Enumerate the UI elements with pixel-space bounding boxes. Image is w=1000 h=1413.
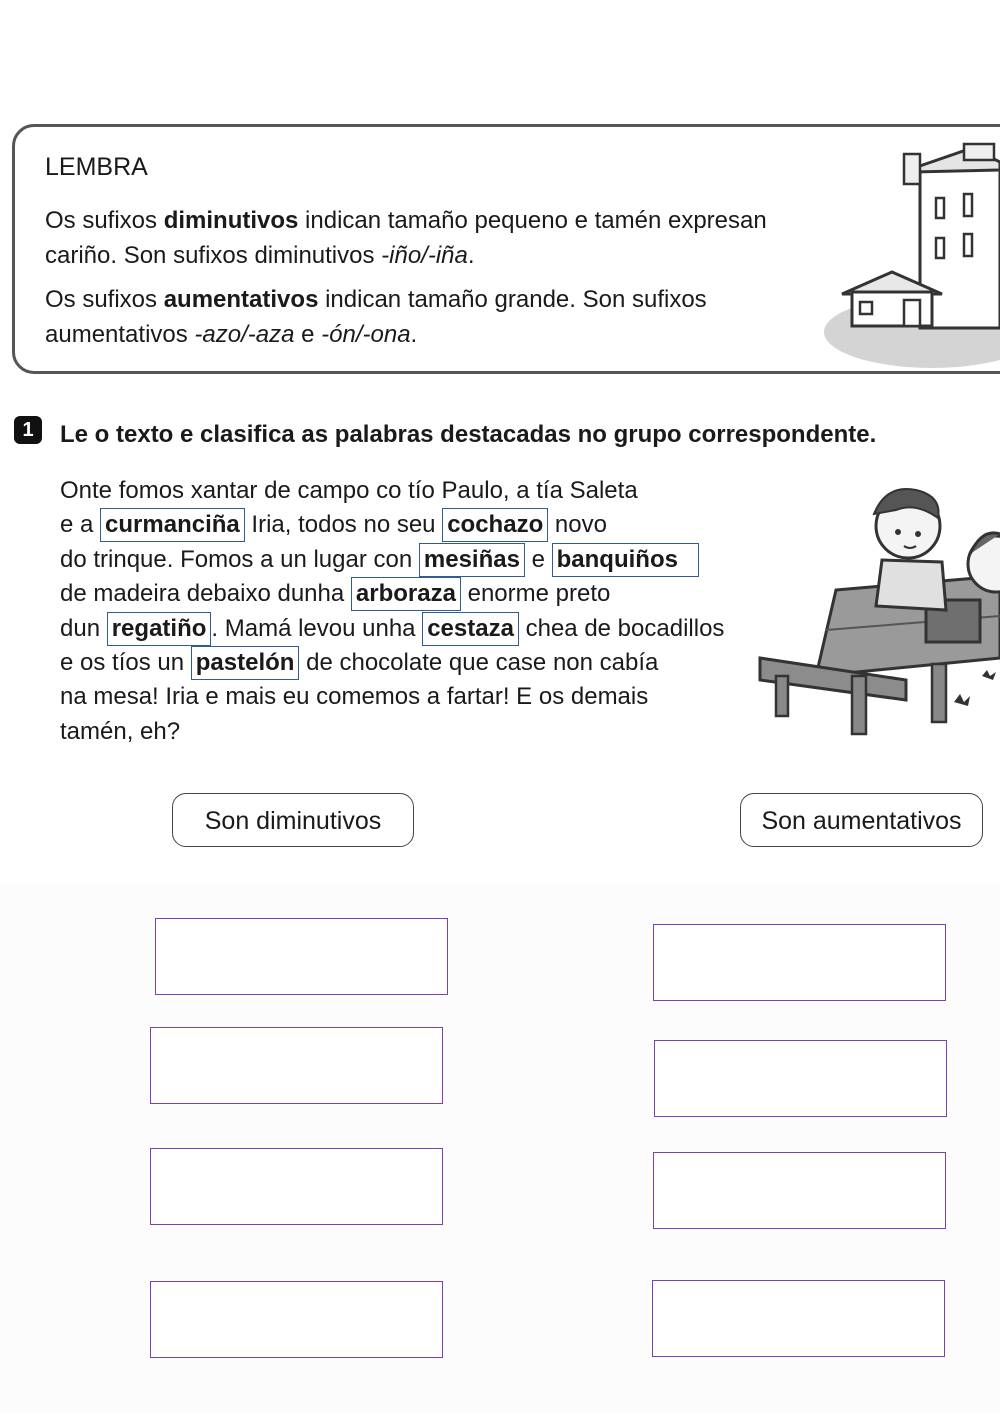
diminutives-group-label: Son diminutivos: [172, 793, 414, 847]
diminutive-suffixes: -iño/-iña: [381, 242, 468, 269]
augmentative-answer-box[interactable]: [652, 1280, 945, 1357]
diminutive-term: diminutivos: [163, 207, 299, 234]
exercise-number: 1: [14, 416, 42, 444]
highlighted-word-arboraza[interactable]: arboraza: [351, 577, 461, 611]
exercise-instruction: Le o texto e clasifica as palabras destacadas no grupo correspondente.: [60, 421, 877, 448]
building-house-illustration: [822, 136, 1000, 372]
highlighted-word-regatino[interactable]: regatiño: [107, 612, 212, 646]
highlighted-word-mesinas[interactable]: mesiñas: [419, 543, 525, 577]
highlighted-word-curmancina[interactable]: curmanciña: [100, 508, 245, 542]
diminutive-rule-text: Os sufixos diminutivos indican tamaño pequeno e tamén expresan cariño. Son sufixos diminutivos -iño/-iña.: [45, 207, 767, 269]
augmentative-suffix-aza: -azo/-aza: [194, 321, 295, 348]
augmentative-answer-box[interactable]: [653, 1152, 946, 1229]
augmentative-term: aumentativos: [163, 286, 319, 313]
highlighted-word-cochazo[interactable]: cochazo: [442, 508, 548, 542]
augmentative-rule-text: Os sufixos aumentativos indican tamaño grande. Son sufixos aumentativos -azo/-aza e -ón/-ona.: [45, 286, 707, 348]
reminder-title: LEMBRA: [45, 153, 148, 181]
augmentative-answer-box[interactable]: [653, 924, 946, 1001]
highlighted-word-pastelon[interactable]: pastelón: [191, 646, 300, 680]
picnic-table-children-illustration: [756, 480, 1000, 746]
highlighted-word-banquinos[interactable]: banquiños: [552, 543, 699, 577]
diminutive-answer-box[interactable]: [155, 918, 448, 995]
augmentative-suffix-ona: -ón/-ona: [321, 321, 411, 348]
augmentatives-group-label: Son aumentativos: [740, 793, 983, 847]
diminutive-answer-box[interactable]: [150, 1027, 443, 1104]
diminutive-answer-box[interactable]: [150, 1281, 443, 1358]
augmentative-answer-box[interactable]: [654, 1040, 947, 1117]
highlighted-word-cestaza[interactable]: cestaza: [422, 612, 519, 646]
story-text: Onte fomos xantar de campo co tío Paulo, a tía Saleta e a curmanciña Iria, todos no seu cochazo novo do trinque. Fomos a un lugar con mesiñas e banquiños de madeira debaixo dunha arboraza enorme preto dun regatiño . Mamá levou unha cestaza chea de bocadillos e os tíos un pastelón de chocolate que case non cabía na mesa! Iria e mais eu comemos a fartar! E os demais tamén, eh?: [60, 477, 725, 745]
diminutive-answer-box[interactable]: [150, 1148, 443, 1225]
